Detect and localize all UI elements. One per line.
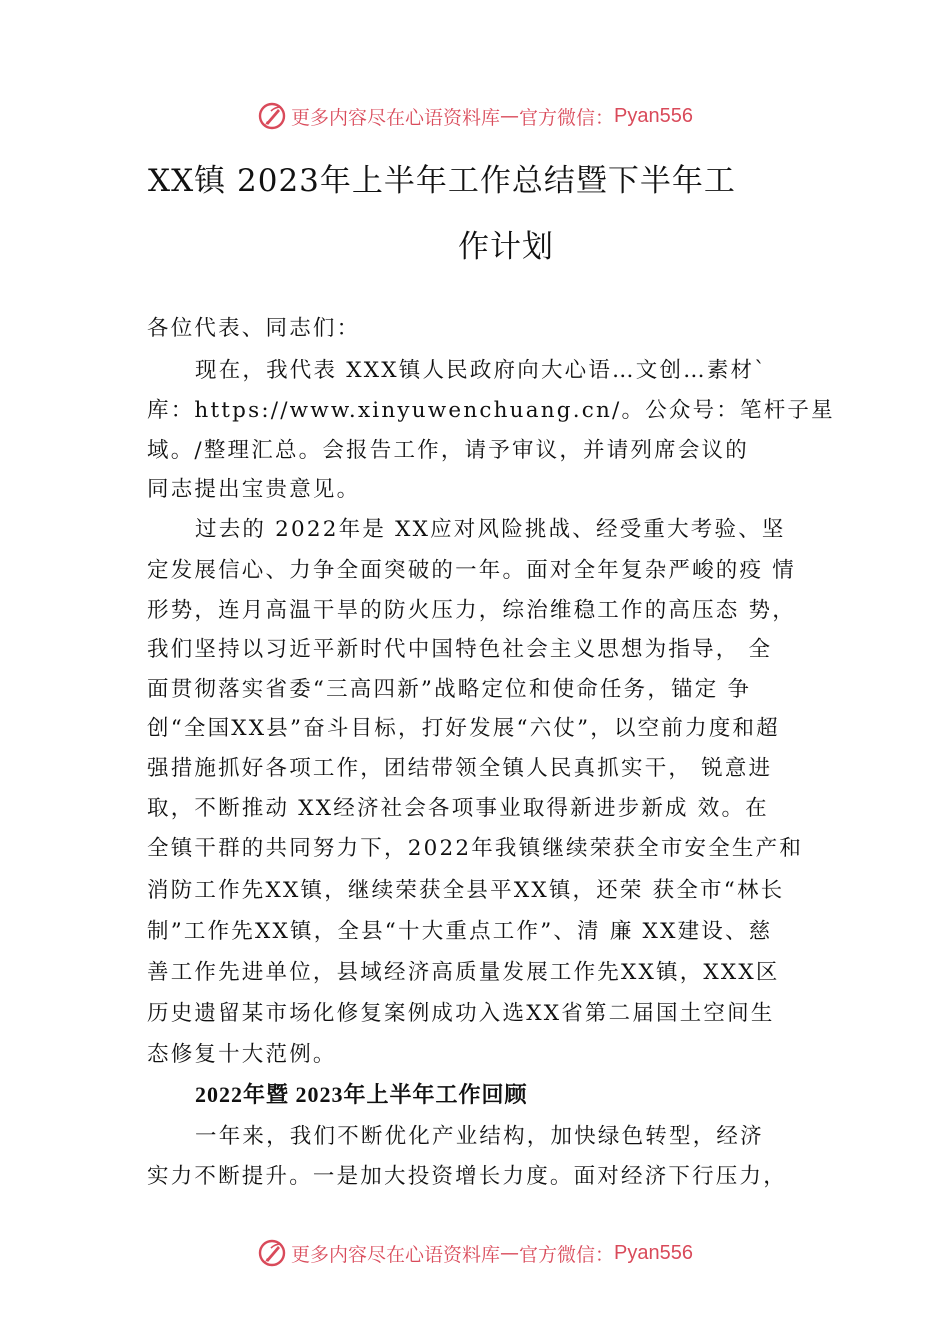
watermark-wechat-label: 官方微信：	[519, 106, 615, 129]
watermark-dash: —	[500, 105, 520, 127]
body-line: 消防工作先XX镇，继续荣获全县平XX镇，还荣 获全市“林长	[147, 878, 785, 903]
body-line: 域。/整理汇总。会报告工作，请予审议，并请列席会议的	[147, 438, 749, 463]
body-line: 同志提出宝贵意见。	[147, 477, 361, 502]
body-line: 定发展信心、力争全面突破的一年。面对全年复杂严峻的疫 情	[147, 558, 796, 583]
body-line: 创“全国XX县”奋斗目标，打好发展“六仗”，以空前力度和超	[147, 716, 780, 741]
quill-pen-logo-icon	[257, 101, 287, 131]
section-heading: 2022年暨 2023年上半年工作回顾	[195, 1082, 528, 1107]
body-line: 善工作先进单位，县域经济高质量发展工作先XX镇，XXX区	[147, 960, 780, 985]
watermark-wechat-id: Pyan556	[614, 1241, 693, 1264]
body-line: 过去的 2022年是 XX应对风险挑战、经受重大考验、坚	[195, 517, 786, 542]
body-line: 态修复十大范例。	[147, 1042, 337, 1067]
watermark-footer	[0, 1233, 950, 1273]
body-line: 强措施抓好各项工作，团结带领全镇人民真抓实干， 锐意进	[147, 756, 773, 781]
document-title-line-2: 作计划	[458, 229, 554, 265]
body-line: 全镇干群的共同努力下，2022年我镇继续荣获全市安全生产和	[147, 836, 804, 861]
body-line: 实力不断提升。一是加大投资增长力度。面对经济下行压力，	[147, 1164, 787, 1189]
body-line: 一年来，我们不断优化产业结构，加快绿色转型，经济	[195, 1124, 764, 1149]
watermark-site-name: 更多内容尽在心语资料库	[291, 106, 501, 129]
body-line: 制”工作先XX镇，全县“十大重点工作”、清 廉 XX建设、慈	[147, 919, 773, 944]
watermark-header	[0, 96, 950, 136]
body-line: 形势，连月高温干旱的防火压力，综治维稳工作的高压态 势，	[147, 598, 796, 623]
body-line: 现在，我代表 XXX镇人民政府向大心语…文创…素材`	[195, 358, 768, 383]
salutation-line: 各位代表、同志们：	[147, 316, 361, 341]
body-line: 历史遗留某市场化修复案例成功入选XX省第二届国土空间生	[147, 1001, 775, 1026]
quill-pen-logo-icon	[257, 1238, 287, 1268]
body-line: 我们坚持以习近平新时代中国特色社会主义思想为指导， 全	[147, 637, 773, 662]
body-line: 面贯彻落实省委“三高四新”战略定位和使命任务，锚定 争	[147, 677, 752, 702]
watermark-site-name: 更多内容尽在心语资料库	[291, 1243, 501, 1266]
watermark-dash: —	[500, 1242, 520, 1264]
body-line: 库：https://www.xinyuwenchuang.cn/。公众号：笔杆子星	[147, 398, 835, 423]
watermark-wechat-id: Pyan556	[614, 104, 693, 127]
watermark-wechat-label: 官方微信：	[519, 1243, 615, 1266]
body-line: 取，不断推动 XX经济社会各项事业取得新进步新成 效。在	[147, 796, 769, 821]
document-title-line-1: XX镇 2023年上半年工作总结暨下半年工	[148, 163, 736, 199]
